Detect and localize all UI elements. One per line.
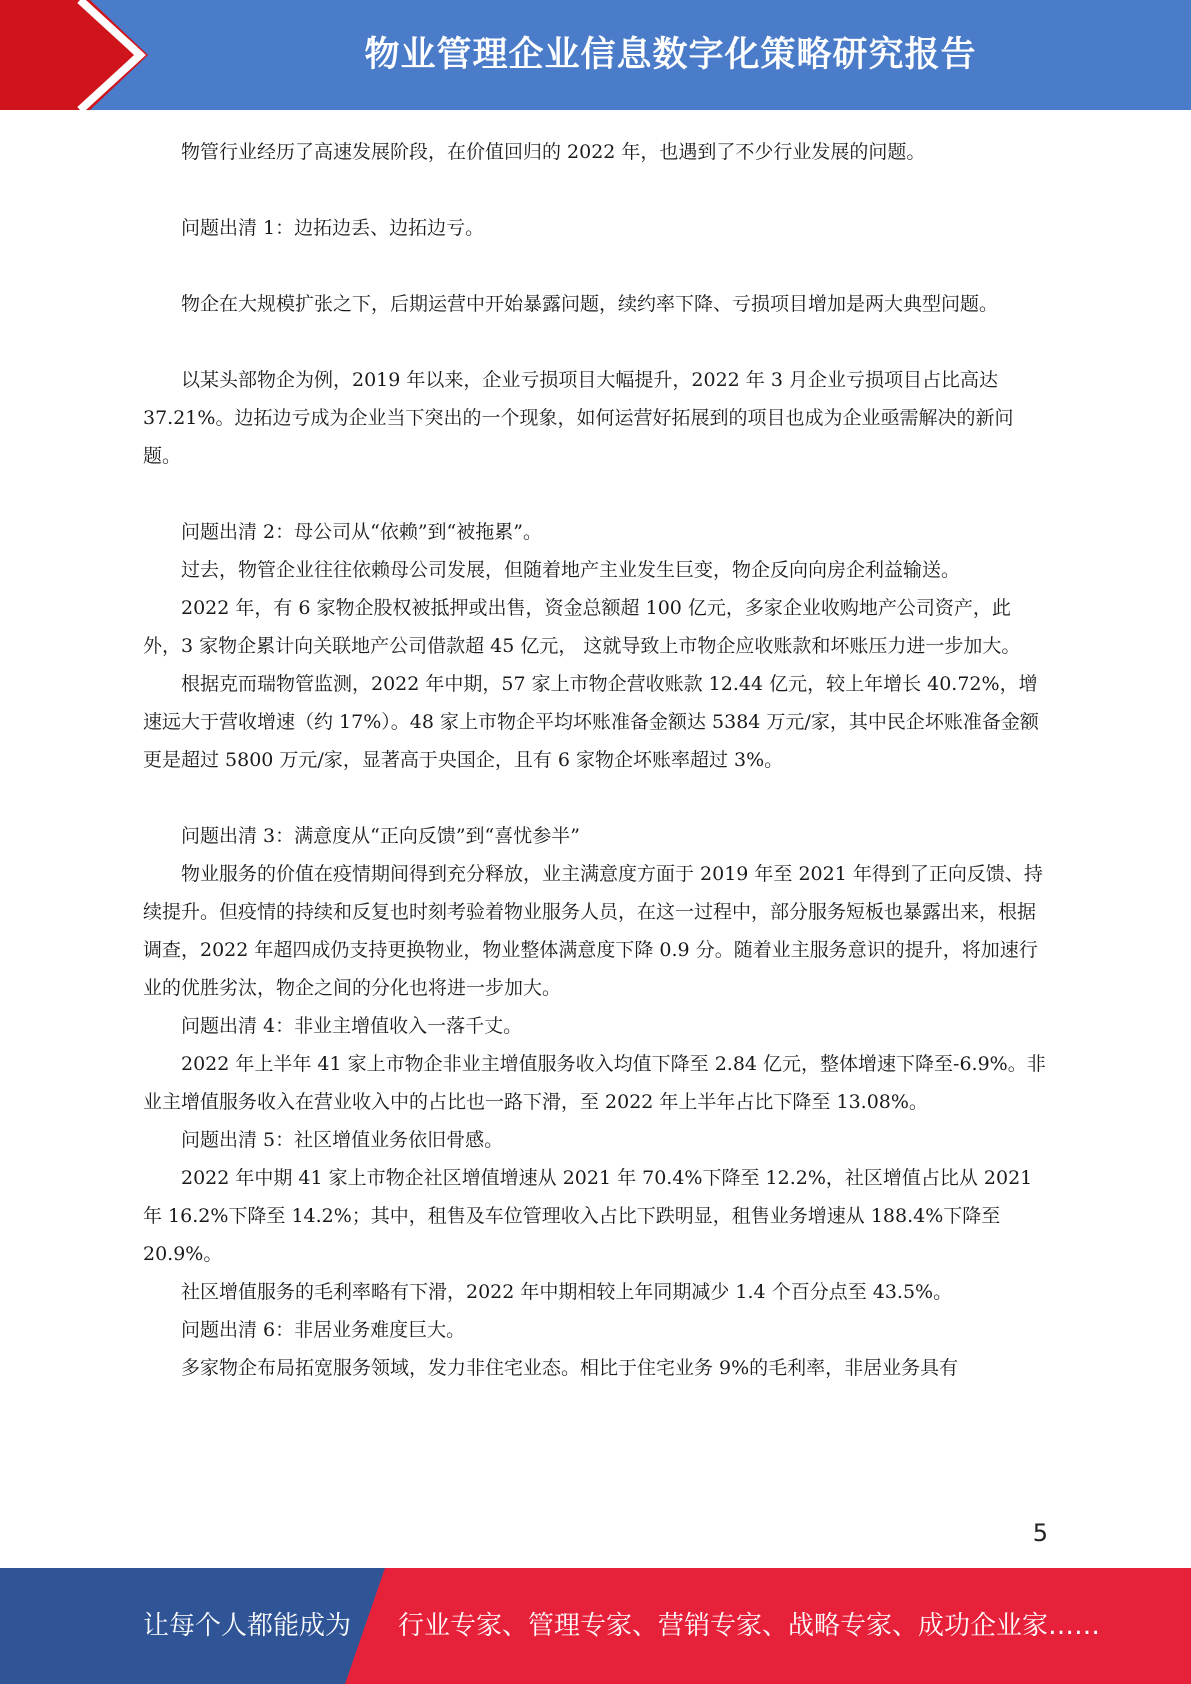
report-title: 物业管理企业信息数字化策略研究报告 [364, 35, 977, 75]
section-heading: 问题出清 5：社区增值业务依旧骨感。 [181, 1129, 504, 1151]
paragraph: 过去，物管企业往往依赖母公司发展，但随着地产主业发生巨变，物企反向向房企利益输送。 [181, 559, 961, 581]
paragraph: 物企在大规模扩张之下，后期运营中开始暴露问题，续约率下降、亏损项目增加是两大典型问题。 [181, 293, 999, 315]
paragraph: 物业服务的价值在疫情期间得到充分释放，业主满意度方面于 2019 年至 2021 年得到了正向反馈、持续提升。但疫情的持续和反复也时刻考验着物业服务人员，在这一过程中，部分服务短板也暴露出来，根据调查，2022 年超四成仍支持更换物业，物业整体满意度下降 0.9 分。随着业主服务意识的提升，将加速行业的优胜劣汰，物企之间的分化也将进一步加大。 [143, 863, 1043, 999]
page-footer [0, 1568, 1191, 1684]
paragraph: 多家物企布局拓宽服务领域，发力非住宅业态。相比于住宅业务 9%的毛利率，非居业务具有 [181, 1357, 959, 1379]
section-heading: 问题出清 3：满意度从“正向反馈”到“喜忧参半” [181, 825, 580, 847]
section-heading: 问题出清 2：母公司从“依赖”到“被拖累”。 [181, 521, 542, 543]
paragraph: 以某头部物企为例，2019 年以来，企业亏损项目大幅提升，2022 年 3 月企业亏损项目占比高达 37.21%。边拓边亏成为企业当下突出的一个现象，如何运营好拓展到的项目也成为企业亟需解决的新问题。 [143, 369, 1014, 467]
paragraph: 根据克而瑞物管监测，2022 年中期，57 家上市物企营收账款 12.44 亿元，较上年增长 40.72%，增速远大于营收增速（约 17%）。48 家上市物企平均坏账准备金额达 5384 万元/家，其中民企坏账准备金额更是超过 5800 万元/家，显著高于央国企，且有 6 家物企坏账率超过 3%。 [143, 673, 1039, 771]
paragraph: 社区增值服务的毛利率略有下滑，2022 年中期相较上年同期减少 1.4 个百分点至 43.5%。 [181, 1281, 953, 1303]
footer-slogan-left: 让每个人都能成为 [143, 1611, 352, 1641]
section-heading: 问题出清 4：非业主增值收入一落千丈。 [181, 1015, 523, 1037]
page-number: 5 [1032, 1519, 1048, 1547]
body-text [143, 133, 1047, 1387]
section-heading: 问题出清 1：边拓边丢、边拓边亏。 [181, 217, 485, 239]
paragraph: 2022 年，有 6 家物企股权被抵押或出售，资金总额超 100 亿元，多家企业收购地产公司资产，此外，3 家物企累计向关联地产公司借款超 45 亿元， 这就导致上市物企应收账款和坏账压力进一步加大。 [143, 597, 1021, 657]
page-header [0, 0, 1191, 110]
footer-slogan-right: 行业专家、管理专家、营销专家、战略专家、成功企业家…… [398, 1611, 1101, 1641]
paragraph: 2022 年上半年 41 家上市物企非业主增值服务收入均值下降至 2.84 亿元，整体增速下降至-6.9%。非业主增值服务收入在营业收入中的占比也一路下滑，至 2022 年上半年占比下降至 13.08%。 [143, 1053, 1046, 1113]
paragraph: 2022 年中期 41 家上市物企社区增值增速从 2021 年 70.4%下降至 12.2%，社区增值占比从 2021 年 16.2%下降至 14.2%；其中，租售及车位管理收入占比下跌明显，租售业务增速从 188.4%下降至 20.9%。 [143, 1167, 1033, 1265]
section-heading: 问题出清 6：非居业务难度巨大。 [181, 1319, 466, 1341]
paragraph: 物管行业经历了高速发展阶段，在价值回归的 2022 年，也遇到了不少行业发展的问题。 [181, 141, 926, 163]
header-arrow-graphic [0, 0, 150, 110]
